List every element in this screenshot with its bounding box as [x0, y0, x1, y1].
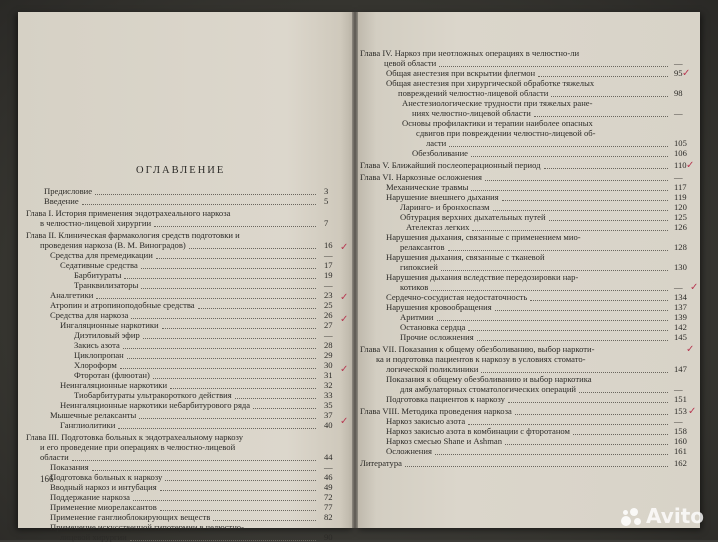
- right-entry-text: Сердечно-сосудистая недостаточность: [386, 292, 528, 302]
- right-leader-dots: [441, 269, 668, 271]
- right-entry-text: Нарушения дыхания, связанные с тканевой: [386, 252, 545, 262]
- right-entry-text: Обтурация верхних дыхательных путей: [400, 212, 546, 222]
- right-entry-page-number: —: [674, 416, 683, 426]
- left-leader-dots: [154, 225, 316, 227]
- pen-check-mark: ✓: [688, 406, 697, 417]
- left-entry-page-number: 23: [324, 290, 333, 300]
- right-entry-text: Нарушение внешнего дыхания: [386, 192, 499, 202]
- right-entry-text: Основы профилактики и терапии наиболее опасных: [402, 118, 593, 128]
- left-leader-dots: [131, 317, 316, 319]
- left-leader-dots: [72, 459, 316, 461]
- left-entry-page-number: 7: [324, 218, 329, 228]
- left-leader-dots: [139, 417, 316, 419]
- left-entry-text: Введение: [44, 196, 79, 206]
- left-entry-text: Глава II. Клиническая фармакология средств подготовки и: [26, 230, 240, 240]
- left-entry-page-number: 19: [324, 270, 333, 280]
- left-entry-text: Транквилизаторы: [74, 280, 139, 290]
- right-entry-text: Обезболивание: [412, 148, 468, 158]
- right-entry-page-number: —: [674, 108, 683, 118]
- right-entry-text: Общая анестезия при хирургической обработке тяжелых: [386, 78, 595, 88]
- right-leader-dots: [471, 189, 668, 191]
- pen-check-mark: ✓: [340, 416, 349, 427]
- right-entry-text: гипоксией: [400, 262, 438, 272]
- pen-check-mark: ✓: [340, 364, 349, 375]
- right-entry-text: Глава IV. Наркоз при неотложных операциях в челюстно-ли: [360, 48, 580, 58]
- left-entry-page-number: 82: [324, 512, 333, 522]
- right-entry-page-number: 120: [674, 202, 687, 212]
- right-entry-text: ниях челюстно-лицевой области: [412, 108, 531, 118]
- left-entry-page-number: 37: [324, 410, 333, 420]
- left-entry-page-number: 27: [324, 320, 333, 330]
- right-leader-dots: [471, 155, 668, 157]
- right-entry-text: Наркоз закисью азота: [386, 416, 466, 426]
- right-entry-page-number: 105: [674, 138, 687, 148]
- left-entry-page-number: —: [324, 280, 333, 290]
- left-entry-text: Показания: [50, 462, 89, 472]
- left-leader-dots: [165, 479, 316, 481]
- right-entry-page-number: 134: [674, 292, 687, 302]
- pen-check-mark: ✓: [340, 292, 349, 303]
- left-entry-page-number: 17: [324, 260, 333, 270]
- left-entry-text: и его проведение при операциях в челюстно-лицевой: [40, 442, 236, 452]
- right-entry-page-number: 147: [674, 364, 687, 374]
- left-entry-text: Тиобарбитураты ультракороткого действия: [74, 390, 232, 400]
- right-entry-text: Осложнения: [386, 446, 432, 456]
- right-entry-page-number: —: [674, 58, 683, 68]
- right-entry-text: цевой области: [384, 58, 437, 68]
- right-leader-dots: [481, 371, 668, 373]
- left-entry-page-number: 77: [324, 502, 333, 512]
- right-entry-page-number: 126: [674, 222, 687, 232]
- left-leader-dots: [127, 357, 316, 359]
- left-entry-page-number: 35: [324, 400, 333, 410]
- left-entry-page-number: 28: [324, 340, 333, 350]
- left-entry-text: Аналгетики: [50, 290, 94, 300]
- right-leader-dots: [549, 219, 668, 221]
- pen-check-mark: ✓: [682, 68, 691, 79]
- avito-logo-icon: [621, 508, 643, 528]
- left-leader-dots: [141, 267, 316, 269]
- left-entry-text: Подготовка больных к наркозу: [50, 472, 163, 482]
- left-leader-dots: [143, 337, 316, 339]
- right-leader-dots: [477, 339, 668, 341]
- right-entry-text: Нарушения дыхания вследствие передозировки нар-: [386, 272, 579, 282]
- right-entry-text: Анестезиологические трудности при тяжелых ране-: [402, 98, 593, 108]
- left-entry-text: Барбитураты: [74, 270, 122, 280]
- right-entry-page-number: 161: [674, 446, 687, 456]
- right-entry-page-number: 95: [674, 68, 683, 78]
- right-entry-page-number: 117: [674, 182, 687, 192]
- left-entry-page-number: 25: [324, 300, 333, 310]
- left-entry-text: Применение миорелаксантов: [50, 502, 157, 512]
- left-entry-text: Средства для наркоза: [50, 310, 129, 320]
- pen-check-mark: ✓: [690, 282, 699, 293]
- left-entry-page-number: 44: [324, 452, 333, 462]
- right-entry-page-number: 125: [674, 212, 687, 222]
- book-spine-gutter: [352, 12, 358, 528]
- right-leader-dots: [472, 229, 668, 231]
- left-leader-dots: [92, 469, 316, 471]
- right-leader-dots: [493, 209, 669, 211]
- left-entry-text: Седативные средства: [60, 260, 138, 270]
- right-entry-text: Механические травмы: [386, 182, 469, 192]
- left-entry-text: Глава I. История применения эндотрахеального наркоза: [26, 208, 231, 218]
- right-entry-text: Наркоз смесью Shane и Ashman: [386, 436, 503, 446]
- left-entry-page-number: 29: [324, 350, 333, 360]
- left-entry-page-number: 49: [324, 482, 333, 492]
- left-entry-page-number: —: [324, 330, 333, 340]
- left-entry-page-number: 32: [324, 380, 333, 390]
- left-entry-page-number: 3: [324, 186, 329, 196]
- left-leader-dots: [160, 509, 316, 511]
- left-entry-text: Фторотан (флюотан): [74, 370, 150, 380]
- pen-check-mark: ✓: [340, 314, 349, 325]
- right-entry-text: котиков: [400, 282, 429, 292]
- left-book-page: [18, 12, 354, 542]
- left-entry-text: Ганглиолитики: [60, 420, 116, 430]
- right-entry-text: логической поликлиники: [386, 364, 479, 374]
- right-entry-page-number: 162: [674, 458, 687, 468]
- right-leader-dots: [534, 115, 668, 117]
- right-leader-dots: [505, 443, 668, 445]
- right-leader-dots: [468, 423, 668, 425]
- right-leader-dots: [405, 465, 668, 467]
- right-entry-text: Общая анестезия при вскрытии флегмон: [386, 68, 536, 78]
- pen-check-mark: ✓: [340, 242, 349, 253]
- page-number-left: 166: [40, 474, 54, 484]
- right-entry-text: Нарушения дыхания, связанные с применением мио-: [386, 232, 581, 242]
- left-entry-page-number: 72: [324, 492, 333, 502]
- right-entry-page-number: 98: [674, 88, 683, 98]
- right-entry-page-number: 145: [674, 332, 687, 342]
- right-entry-text: Литература: [360, 458, 402, 468]
- right-entry-text: для амбулаторных стоматологических операций: [400, 384, 577, 394]
- right-leader-dots: [502, 199, 668, 201]
- left-entry-text: Диэтиловый эфир: [74, 330, 140, 340]
- right-entry-text: Глава VI. Наркозные осложнения: [360, 172, 482, 182]
- left-entry-text: Предисловие: [44, 186, 93, 196]
- right-entry-page-number: —: [674, 384, 683, 394]
- right-leader-dots: [437, 319, 669, 321]
- left-entry-text: Неингаляционные наркотики небарбитурового ряда: [60, 400, 251, 410]
- left-leader-dots: [124, 277, 316, 279]
- avito-watermark: [621, 504, 704, 528]
- left-entry-text: Глава III. Подготовка больных к эндотрахеальному наркозу: [26, 432, 244, 442]
- left-entry-text: Средства для премедикации: [50, 250, 153, 260]
- right-entry-text: Прочие осложнения: [400, 332, 474, 342]
- left-entry-text: Атропин и атропиноподобные средства: [50, 300, 195, 310]
- right-entry-text: Глава VII. Показания к общему обезболиванию, выбор наркоти-: [360, 344, 595, 354]
- left-entry-page-number: 90: [324, 532, 333, 542]
- right-entry-page-number: 137: [674, 302, 687, 312]
- left-leader-dots: [141, 287, 316, 289]
- left-leader-dots: [253, 407, 316, 409]
- right-entry-page-number: —: [674, 282, 683, 292]
- right-leader-dots: [530, 299, 668, 301]
- left-entry-page-number: 33: [324, 390, 333, 400]
- right-entry-text: повреждений челюстно-лицевой области: [398, 88, 549, 98]
- right-leader-dots: [573, 433, 668, 435]
- right-entry-text: Глава VIII. Методика проведения наркоза: [360, 406, 512, 416]
- right-entry-page-number: 130: [674, 262, 687, 272]
- right-entry-page-number: 128: [674, 242, 687, 252]
- left-entry-page-number: —: [324, 462, 333, 472]
- right-entry-text: Аритмии: [400, 312, 434, 322]
- left-entry-text: проведения наркоза (В. М. Виноградов): [40, 240, 186, 250]
- right-leader-dots: [448, 249, 668, 251]
- left-entry-page-number: 16: [324, 240, 333, 250]
- right-entry-page-number: 142: [674, 322, 687, 332]
- left-leader-dots: [133, 499, 316, 501]
- left-leader-dots: [82, 203, 316, 205]
- right-leader-dots: [435, 453, 668, 455]
- right-entry-text: сдвигов при повреждении челюстно-лицевой об-: [416, 128, 596, 138]
- left-leader-dots: [189, 247, 316, 249]
- right-entry-text: ласти: [426, 138, 447, 148]
- right-leader-dots: [538, 75, 668, 77]
- left-entry-text: лицевой хирургии: [60, 532, 127, 542]
- pen-check-mark: ✓: [686, 344, 695, 355]
- right-entry-text: ка и подготовка пациентов к наркозу в условиях стомато-: [376, 354, 586, 364]
- left-entry-text: Ингаляционные наркотики: [60, 320, 159, 330]
- left-entry-page-number: 30: [324, 360, 333, 370]
- left-entry-text: Неингаляционные наркотики: [60, 380, 168, 390]
- left-leader-dots: [118, 427, 316, 429]
- left-leader-dots: [198, 307, 316, 309]
- left-leader-dots: [123, 347, 316, 349]
- right-entry-page-number: —: [674, 172, 683, 182]
- right-entry-page-number: 158: [674, 426, 687, 436]
- right-leader-dots: [468, 329, 668, 331]
- left-entry-text: Поддержание наркоза: [50, 492, 130, 502]
- right-entry-page-number: 153: [674, 406, 687, 416]
- left-leader-dots: [130, 539, 316, 541]
- watermark-text: Avito: [646, 504, 704, 528]
- left-leader-dots: [120, 367, 316, 369]
- left-leader-dots: [170, 387, 316, 389]
- right-entry-page-number: 110: [674, 160, 687, 170]
- right-book-page: [356, 12, 700, 528]
- right-entry-text: Нарушения кровообращения: [386, 302, 492, 312]
- right-entry-text: релаксантов: [400, 242, 445, 252]
- left-entry-page-number: 46: [324, 472, 333, 482]
- right-leader-dots: [485, 179, 668, 181]
- right-leader-dots: [439, 65, 668, 67]
- left-entry-page-number: 31: [324, 370, 333, 380]
- right-leader-dots: [544, 167, 668, 169]
- right-leader-dots: [449, 145, 668, 147]
- right-entry-text: Показания к общему обезболиванию и выбор наркотика: [386, 374, 592, 384]
- right-leader-dots: [508, 401, 668, 403]
- right-leader-dots: [515, 413, 668, 415]
- left-entry-text: Применение искусственной гипотермии в челюстно-: [50, 522, 244, 532]
- right-entry-page-number: 151: [674, 394, 687, 404]
- left-entry-page-number: 5: [324, 196, 329, 206]
- pen-check-mark: ✓: [686, 160, 695, 171]
- right-leader-dots: [495, 309, 668, 311]
- right-entry-text: Наркоз закисью азота в комбинации с фторотаном: [386, 426, 570, 436]
- left-entry-page-number: 40: [324, 420, 333, 430]
- left-entry-text: Вводный наркоз и интубация: [50, 482, 157, 492]
- right-entry-text: Подготовка пациентов к наркозу: [386, 394, 505, 404]
- right-entry-page-number: 160: [674, 436, 687, 446]
- right-entry-text: Глава V. Ближайший послеоперационный период: [360, 160, 541, 170]
- right-entry-page-number: 119: [674, 192, 687, 202]
- left-leader-dots: [95, 193, 316, 195]
- right-entry-text: Ларинго- и бронхоспазм: [400, 202, 490, 212]
- right-entry-page-number: 106: [674, 148, 687, 158]
- left-entry-text: Хлороформ: [74, 360, 117, 370]
- right-entry-text: Ателектаз легких: [406, 222, 470, 232]
- right-leader-dots: [431, 289, 668, 291]
- left-leader-dots: [96, 297, 316, 299]
- right-leader-dots: [551, 95, 668, 97]
- right-entry-page-number: 139: [674, 312, 687, 322]
- left-leader-dots: [235, 397, 316, 399]
- left-leader-dots: [156, 257, 316, 259]
- right-entry-text: Остановка сердца: [400, 322, 466, 332]
- left-leader-dots: [160, 489, 316, 491]
- left-entry-text: Циклопропан: [74, 350, 124, 360]
- left-entry-text: в челюстно-лицевой хирургии: [40, 218, 152, 228]
- contents-title: ОГЛАВЛЕНИЕ: [136, 165, 226, 176]
- left-entry-text: области: [40, 452, 69, 462]
- left-entry-text: Применение ганглиоблокирующих веществ: [50, 512, 211, 522]
- left-leader-dots: [153, 377, 316, 379]
- left-leader-dots: [162, 327, 316, 329]
- left-entry-page-number: 26: [324, 310, 333, 320]
- right-leader-dots: [579, 391, 668, 393]
- left-entry-page-number: —: [324, 250, 333, 260]
- left-leader-dots: [213, 519, 316, 521]
- left-entry-text: Мышечные релаксанты: [50, 410, 137, 420]
- left-entry-text: Закись азота: [74, 340, 120, 350]
